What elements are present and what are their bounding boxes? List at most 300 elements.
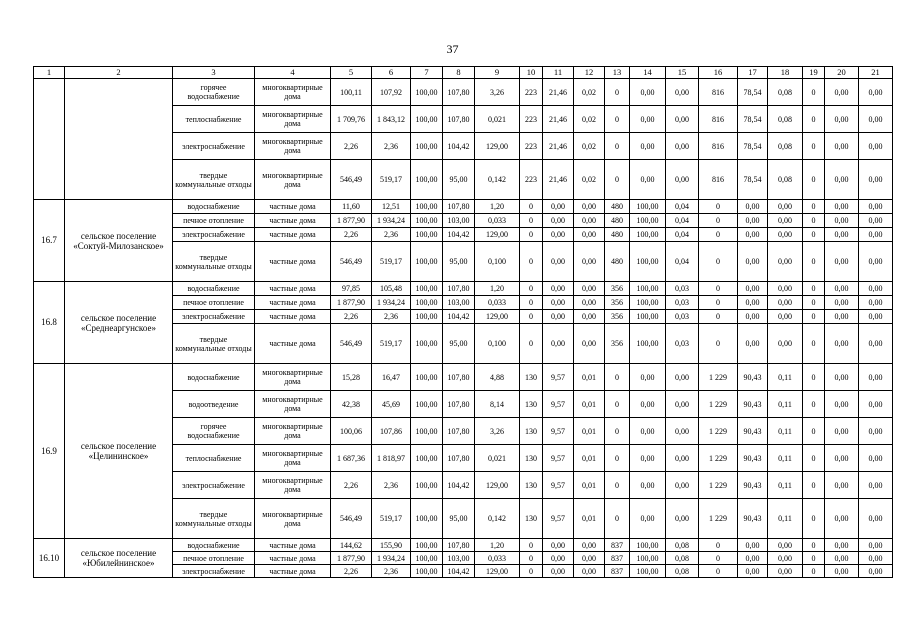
column-header: 16 (699, 67, 738, 79)
value-cell: 107,80 (443, 539, 475, 552)
value-cell: 0 (803, 160, 825, 200)
value-cell: 0 (699, 228, 738, 242)
value-cell: 0,00 (574, 552, 605, 565)
value-cell: 78,54 (738, 79, 768, 106)
value-cell: 100,00 (411, 133, 443, 160)
service-cell: твердые коммунальные отходы (173, 160, 255, 200)
value-cell: 0,08 (768, 106, 803, 133)
value-cell: 519,17 (372, 160, 411, 200)
value-cell: 0 (803, 310, 825, 324)
value-cell: 90,43 (738, 445, 768, 472)
value-cell: 546,49 (331, 499, 372, 539)
value-cell: 1 843,12 (372, 106, 411, 133)
value-cell: 0,00 (859, 133, 893, 160)
value-cell: 2,26 (331, 228, 372, 242)
table-row (34, 539, 893, 552)
value-cell: 0 (520, 552, 543, 565)
housing-type-cell: многоквартирные дома (255, 472, 331, 499)
value-cell: 223 (520, 79, 543, 106)
value-cell: 0 (803, 214, 825, 228)
value-cell: 0,00 (859, 472, 893, 499)
value-cell: 0,00 (768, 324, 803, 364)
value-cell: 0,11 (768, 418, 803, 445)
value-cell: 0,00 (574, 214, 605, 228)
value-cell: 223 (520, 133, 543, 160)
value-cell: 0,00 (859, 445, 893, 472)
value-cell: 0 (605, 472, 630, 499)
value-cell: 0 (605, 106, 630, 133)
value-cell: 0,00 (859, 418, 893, 445)
value-cell: 0 (520, 200, 543, 214)
value-cell: 0 (803, 552, 825, 565)
value-cell: 1 934,24 (372, 214, 411, 228)
value-cell: 100,00 (411, 296, 443, 310)
value-cell: 0,00 (825, 214, 859, 228)
settlement-name: сельское поселение «Соктуй-Милозанское» (65, 200, 173, 282)
value-cell: 130 (520, 391, 543, 418)
value-cell: 129,00 (475, 472, 520, 499)
column-header: 3 (173, 67, 255, 79)
column-header: 7 (411, 67, 443, 79)
value-cell: 0,00 (738, 228, 768, 242)
value-cell: 1 934,24 (372, 296, 411, 310)
value-cell: 0,00 (630, 472, 666, 499)
value-cell: 100,00 (630, 324, 666, 364)
tariff-table (33, 66, 893, 578)
value-cell: 0,00 (859, 296, 893, 310)
value-cell: 0,11 (768, 499, 803, 539)
column-header: 21 (859, 67, 893, 79)
value-cell: 0,00 (859, 310, 893, 324)
housing-type-cell: частные дома (255, 565, 331, 578)
value-cell: 0,00 (574, 200, 605, 214)
value-cell: 0,00 (859, 552, 893, 565)
value-cell: 104,42 (443, 133, 475, 160)
column-header: 10 (520, 67, 543, 79)
value-cell: 0,08 (768, 79, 803, 106)
value-cell: 95,00 (443, 160, 475, 200)
value-cell: 0,00 (825, 160, 859, 200)
housing-type-cell: частные дома (255, 282, 331, 296)
value-cell: 0,00 (574, 228, 605, 242)
value-cell: 129,00 (475, 310, 520, 324)
value-cell: 519,17 (372, 324, 411, 364)
value-cell: 0,00 (543, 565, 574, 578)
value-cell: 0,00 (574, 539, 605, 552)
value-cell: 0,00 (574, 296, 605, 310)
value-cell: 9,57 (543, 418, 574, 445)
value-cell: 0,00 (859, 282, 893, 296)
value-cell: 0,00 (666, 106, 699, 133)
value-cell: 0,00 (738, 324, 768, 364)
value-cell: 0,11 (768, 391, 803, 418)
value-cell: 100,00 (411, 418, 443, 445)
value-cell: 0 (699, 552, 738, 565)
value-cell: 0,00 (738, 310, 768, 324)
column-header: 17 (738, 67, 768, 79)
value-cell: 0 (520, 214, 543, 228)
value-cell: 103,00 (443, 296, 475, 310)
value-cell: 0,00 (543, 200, 574, 214)
value-cell: 0,00 (859, 565, 893, 578)
housing-type-cell: частные дома (255, 552, 331, 565)
value-cell: 12,51 (372, 200, 411, 214)
value-cell: 0,11 (768, 445, 803, 472)
value-cell: 0,00 (825, 228, 859, 242)
value-cell: 100,00 (630, 296, 666, 310)
column-header: 13 (605, 67, 630, 79)
value-cell: 107,80 (443, 200, 475, 214)
value-cell: 3,26 (475, 79, 520, 106)
group-number: 16.10 (34, 539, 65, 578)
value-cell: 0 (803, 539, 825, 552)
value-cell: 107,80 (443, 391, 475, 418)
housing-type-cell: многоквартирные дома (255, 106, 331, 133)
value-cell: 0,00 (543, 228, 574, 242)
value-cell: 356 (605, 310, 630, 324)
value-cell: 100,00 (411, 391, 443, 418)
value-cell: 816 (699, 79, 738, 106)
value-cell: 100,00 (411, 552, 443, 565)
housing-type-cell: частные дома (255, 539, 331, 552)
value-cell: 0,00 (825, 499, 859, 539)
settlement-name: сельское поселение «Юбилейнинское» (65, 539, 173, 578)
value-cell: 0,00 (859, 242, 893, 282)
value-cell: 129,00 (475, 228, 520, 242)
housing-type-cell: частные дома (255, 242, 331, 282)
value-cell: 0 (803, 133, 825, 160)
value-cell: 0 (803, 282, 825, 296)
value-cell: 0,00 (859, 499, 893, 539)
value-cell: 0,00 (825, 324, 859, 364)
value-cell: 0 (803, 200, 825, 214)
value-cell: 0,04 (666, 242, 699, 282)
value-cell: 0,00 (859, 228, 893, 242)
value-cell: 1,20 (475, 200, 520, 214)
page-number: 37 (446, 42, 459, 56)
value-cell: 0 (699, 282, 738, 296)
value-cell: 0,00 (666, 133, 699, 160)
value-cell: 0,02 (574, 133, 605, 160)
value-cell: 0 (803, 228, 825, 242)
value-cell: 16,47 (372, 364, 411, 391)
value-cell: 130 (520, 418, 543, 445)
value-cell: 519,17 (372, 242, 411, 282)
value-cell: 816 (699, 106, 738, 133)
value-cell: 519,17 (372, 499, 411, 539)
value-cell: 100,00 (630, 228, 666, 242)
value-cell: 0,142 (475, 160, 520, 200)
value-cell: 100,00 (630, 214, 666, 228)
value-cell: 0 (520, 310, 543, 324)
value-cell: 100,11 (331, 79, 372, 106)
value-cell: 0,00 (738, 214, 768, 228)
service-cell: печное отопление (173, 296, 255, 310)
value-cell: 0,00 (543, 310, 574, 324)
value-cell: 0,00 (630, 445, 666, 472)
value-cell: 546,49 (331, 324, 372, 364)
value-cell: 78,54 (738, 133, 768, 160)
value-cell: 546,49 (331, 242, 372, 282)
value-cell: 0,00 (825, 364, 859, 391)
value-cell: 11,60 (331, 200, 372, 214)
value-cell: 0,02 (574, 79, 605, 106)
value-cell: 0,00 (825, 539, 859, 552)
value-cell: 0,00 (825, 310, 859, 324)
value-cell: 0,00 (630, 418, 666, 445)
value-cell: 95,00 (443, 242, 475, 282)
settlement-name: сельское поселение «Среднеаргунское» (65, 282, 173, 364)
value-cell: 21,46 (543, 106, 574, 133)
value-cell: 223 (520, 160, 543, 200)
service-cell: водоотведение (173, 391, 255, 418)
value-cell: 0 (699, 539, 738, 552)
value-cell: 0 (699, 296, 738, 310)
value-cell: 0,00 (738, 539, 768, 552)
value-cell: 0 (803, 499, 825, 539)
settlement-name (65, 79, 173, 200)
value-cell: 105,48 (372, 282, 411, 296)
value-cell: 0 (699, 200, 738, 214)
value-cell: 1 877,90 (331, 552, 372, 565)
value-cell: 0,03 (666, 296, 699, 310)
value-cell: 0,11 (768, 472, 803, 499)
value-cell: 0,00 (825, 472, 859, 499)
value-cell: 0,08 (666, 565, 699, 578)
value-cell: 0 (520, 324, 543, 364)
value-cell: 0,01 (574, 472, 605, 499)
value-cell: 0 (803, 364, 825, 391)
value-cell: 0,04 (666, 228, 699, 242)
value-cell: 0,00 (666, 79, 699, 106)
value-cell: 104,42 (443, 565, 475, 578)
value-cell: 90,43 (738, 499, 768, 539)
value-cell: 0 (699, 310, 738, 324)
value-cell: 0,00 (859, 391, 893, 418)
value-cell: 0,00 (738, 296, 768, 310)
value-cell: 480 (605, 214, 630, 228)
value-cell: 21,46 (543, 160, 574, 200)
housing-type-cell: частные дома (255, 200, 331, 214)
value-cell: 0,00 (768, 310, 803, 324)
value-cell: 0 (605, 79, 630, 106)
value-cell: 1 229 (699, 391, 738, 418)
housing-type-cell: многоквартирные дома (255, 364, 331, 391)
value-cell: 78,54 (738, 106, 768, 133)
value-cell: 107,80 (443, 418, 475, 445)
value-cell: 0,00 (666, 499, 699, 539)
value-cell: 0 (803, 106, 825, 133)
value-cell: 1 687,36 (331, 445, 372, 472)
value-cell: 0 (520, 242, 543, 282)
column-header: 18 (768, 67, 803, 79)
service-cell: печное отопление (173, 552, 255, 565)
value-cell: 0 (803, 565, 825, 578)
value-cell: 3,26 (475, 418, 520, 445)
value-cell: 223 (520, 106, 543, 133)
value-cell: 0 (803, 391, 825, 418)
value-cell: 8,14 (475, 391, 520, 418)
settlement-name: сельское поселение «Целининское» (65, 364, 173, 539)
value-cell: 45,69 (372, 391, 411, 418)
value-cell: 0,00 (738, 565, 768, 578)
column-header: 12 (574, 67, 605, 79)
group-number: 16.9 (34, 364, 65, 539)
service-cell: твердые коммунальные отходы (173, 242, 255, 282)
value-cell: 0,00 (630, 364, 666, 391)
value-cell: 0 (605, 364, 630, 391)
service-cell: электроснабжение (173, 133, 255, 160)
service-cell: электроснабжение (173, 310, 255, 324)
value-cell: 0,00 (574, 282, 605, 296)
value-cell: 0,00 (825, 391, 859, 418)
value-cell: 100,00 (411, 472, 443, 499)
group-number (34, 79, 65, 200)
value-cell: 0 (605, 133, 630, 160)
housing-type-cell: многоквартирные дома (255, 79, 331, 106)
value-cell: 0,00 (825, 565, 859, 578)
value-cell: 0,08 (666, 552, 699, 565)
value-cell: 1 934,24 (372, 552, 411, 565)
value-cell: 100,00 (630, 539, 666, 552)
value-cell: 0,100 (475, 324, 520, 364)
value-cell: 356 (605, 282, 630, 296)
value-cell: 0,00 (825, 418, 859, 445)
value-cell: 95,00 (443, 324, 475, 364)
value-cell: 2,36 (372, 565, 411, 578)
value-cell: 0 (605, 445, 630, 472)
service-cell: водоснабжение (173, 200, 255, 214)
value-cell: 0,00 (630, 499, 666, 539)
housing-type-cell: многоквартирные дома (255, 391, 331, 418)
column-header: 19 (803, 67, 825, 79)
value-cell: 0,00 (859, 539, 893, 552)
value-cell: 100,00 (411, 79, 443, 106)
group-number: 16.7 (34, 200, 65, 282)
column-header: 9 (475, 67, 520, 79)
value-cell: 0 (699, 214, 738, 228)
value-cell: 107,80 (443, 106, 475, 133)
value-cell: 0,00 (859, 324, 893, 364)
value-cell: 0,00 (630, 160, 666, 200)
service-cell: водоснабжение (173, 282, 255, 296)
column-header: 6 (372, 67, 411, 79)
housing-type-cell: частные дома (255, 324, 331, 364)
value-cell: 0,00 (825, 106, 859, 133)
value-cell: 100,00 (411, 214, 443, 228)
column-header: 1 (34, 67, 65, 79)
value-cell: 100,00 (411, 445, 443, 472)
value-cell: 100,00 (411, 242, 443, 282)
value-cell: 0 (803, 445, 825, 472)
value-cell: 0,02 (574, 160, 605, 200)
column-header: 14 (630, 67, 666, 79)
value-cell: 0 (520, 539, 543, 552)
value-cell: 107,92 (372, 79, 411, 106)
value-cell: 837 (605, 539, 630, 552)
value-cell: 90,43 (738, 391, 768, 418)
value-cell: 9,57 (543, 364, 574, 391)
value-cell: 0,00 (859, 106, 893, 133)
value-cell: 0,00 (543, 242, 574, 282)
table-row (34, 282, 893, 296)
value-cell: 1,20 (475, 282, 520, 296)
value-cell: 15,28 (331, 364, 372, 391)
value-cell: 0 (699, 242, 738, 282)
value-cell: 0,00 (666, 418, 699, 445)
value-cell: 0,00 (825, 242, 859, 282)
column-header: 11 (543, 67, 574, 79)
value-cell: 0,00 (768, 539, 803, 552)
value-cell: 0,03 (666, 324, 699, 364)
value-cell: 0 (605, 160, 630, 200)
value-cell: 0,00 (738, 282, 768, 296)
value-cell: 100,00 (411, 310, 443, 324)
value-cell: 480 (605, 200, 630, 214)
value-cell: 0,00 (543, 296, 574, 310)
housing-type-cell: частные дома (255, 214, 331, 228)
value-cell: 0,00 (666, 364, 699, 391)
value-cell: 0,100 (475, 242, 520, 282)
value-cell: 546,49 (331, 160, 372, 200)
value-cell: 0,00 (859, 79, 893, 106)
value-cell: 21,46 (543, 133, 574, 160)
value-cell: 0,00 (630, 133, 666, 160)
housing-type-cell: многоквартирные дома (255, 160, 331, 200)
value-cell: 0 (803, 296, 825, 310)
value-cell: 100,00 (630, 552, 666, 565)
value-cell: 0 (803, 324, 825, 364)
value-cell: 4,88 (475, 364, 520, 391)
value-cell: 130 (520, 364, 543, 391)
service-cell: электроснабжение (173, 228, 255, 242)
value-cell: 0,00 (574, 324, 605, 364)
value-cell: 0 (605, 391, 630, 418)
value-cell: 0,00 (859, 214, 893, 228)
value-cell: 0,033 (475, 552, 520, 565)
value-cell: 1 229 (699, 364, 738, 391)
value-cell: 2,26 (331, 472, 372, 499)
value-cell: 0,03 (666, 310, 699, 324)
value-cell: 9,57 (543, 472, 574, 499)
value-cell: 0,00 (768, 214, 803, 228)
value-cell: 0 (520, 565, 543, 578)
value-cell: 1 877,90 (331, 214, 372, 228)
value-cell: 2,26 (331, 133, 372, 160)
service-cell: теплоснабжение (173, 106, 255, 133)
value-cell: 0 (803, 472, 825, 499)
value-cell: 129,00 (475, 133, 520, 160)
value-cell: 0,01 (574, 418, 605, 445)
value-cell: 0,00 (768, 282, 803, 296)
value-cell: 0,00 (825, 552, 859, 565)
value-cell: 0,00 (768, 296, 803, 310)
value-cell: 107,86 (372, 418, 411, 445)
value-cell: 2,36 (372, 133, 411, 160)
value-cell: 0,00 (825, 445, 859, 472)
table-row (34, 200, 893, 214)
service-cell: теплоснабжение (173, 445, 255, 472)
value-cell: 100,06 (331, 418, 372, 445)
value-cell: 0 (699, 324, 738, 364)
value-cell: 480 (605, 228, 630, 242)
value-cell: 21,46 (543, 79, 574, 106)
value-cell: 0,00 (543, 214, 574, 228)
value-cell: 90,43 (738, 472, 768, 499)
column-header: 2 (65, 67, 173, 79)
value-cell: 130 (520, 472, 543, 499)
value-cell: 100,00 (411, 539, 443, 552)
